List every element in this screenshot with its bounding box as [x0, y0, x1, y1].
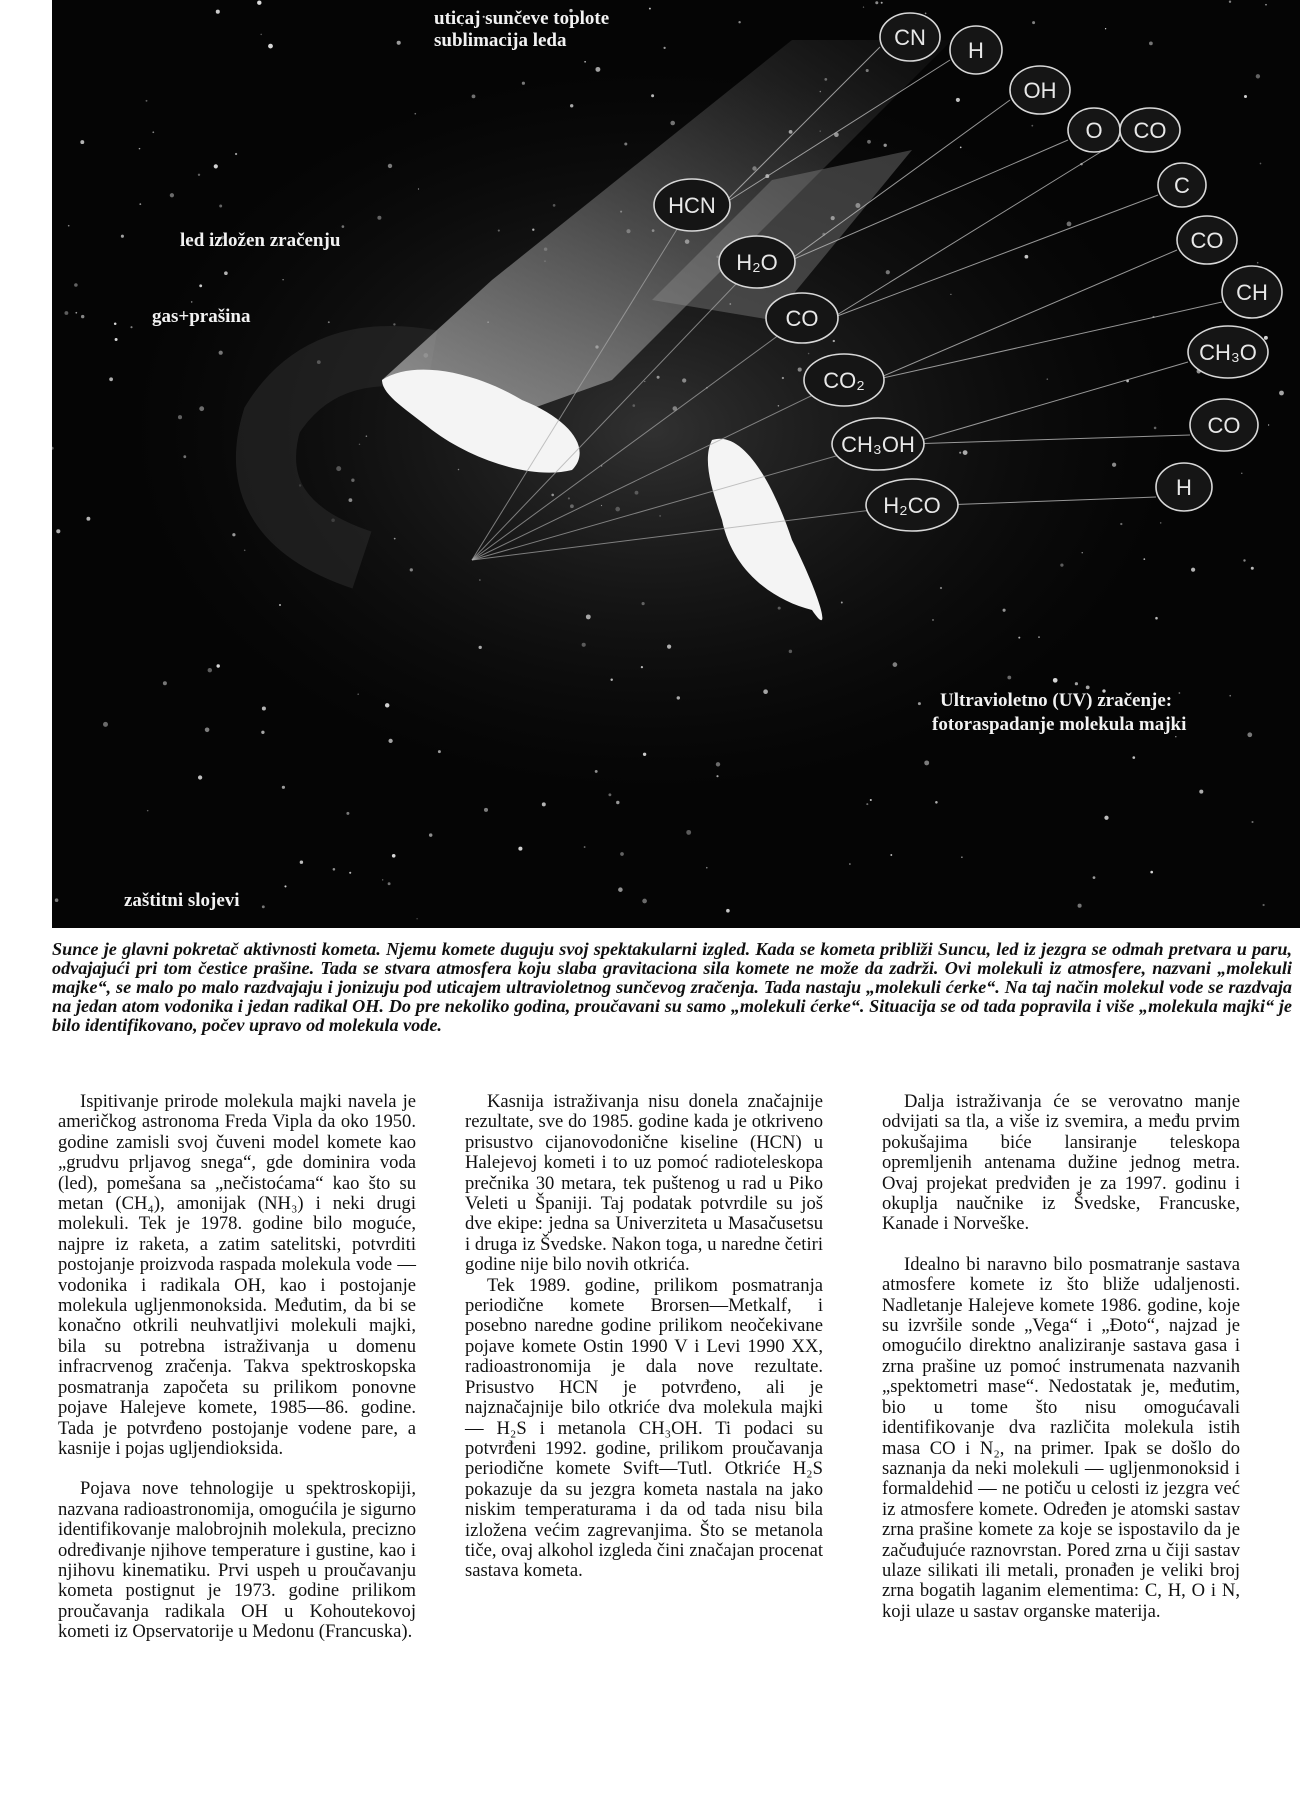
star — [1143, 558, 1145, 560]
star — [397, 41, 401, 45]
star — [216, 10, 220, 14]
mother-molecule-bubble — [654, 179, 730, 231]
star — [616, 801, 619, 804]
star — [649, 8, 651, 10]
paragraph: Pojava nove tehnologije u spektroskopiji, nazvana radioastronomija, omogućila je sigurno identifikovanje malobrojnih molekula, precizno određivanje njihove temperature i gustine, kao i njihovu kinematiku. Prvi uspeh u proučavanju kometa postignut je 1973. godine prilikom proučavanja radikala OH u Kohoutekovoj kometi iz Opservatorije u Medonu (Francuska). — [58, 1478, 416, 1643]
star — [1179, 692, 1181, 694]
star — [219, 205, 222, 208]
star — [1132, 756, 1135, 759]
star — [262, 905, 265, 908]
daughter-molecule-bubble — [880, 13, 940, 61]
star — [1078, 904, 1082, 908]
svg-text:CN: CN — [894, 25, 926, 50]
daughter-molecule-bubble — [1190, 399, 1258, 451]
star — [1265, 4, 1267, 6]
star — [114, 322, 117, 325]
star — [542, 802, 546, 806]
svg-text:HCN: HCN — [668, 193, 716, 218]
svg-text:OH: OH — [1023, 78, 1057, 103]
star — [56, 529, 60, 533]
star — [214, 164, 218, 168]
star — [235, 153, 237, 155]
svg-text:O: O — [1085, 118, 1103, 143]
star — [595, 67, 600, 72]
star — [890, 854, 892, 856]
star — [257, 1, 261, 5]
star — [346, 812, 349, 815]
star — [139, 203, 141, 205]
star — [170, 193, 174, 197]
star — [1053, 678, 1058, 683]
star — [1032, 21, 1035, 24]
star — [1105, 28, 1106, 29]
star — [1160, 522, 1162, 524]
star — [1155, 617, 1158, 620]
star — [935, 801, 938, 804]
comet-illustration — [52, 0, 1300, 928]
star — [1075, 682, 1078, 685]
label-uv-radiation: Ultravioletno (UV) zračenje: — [940, 690, 1173, 711]
star — [875, 1, 878, 4]
star — [392, 854, 396, 858]
star — [1199, 790, 1203, 794]
svg-text:CO: CO — [1207, 413, 1241, 438]
star — [1247, 732, 1252, 737]
daughter-molecule-bubble — [1120, 108, 1180, 152]
star — [52, 447, 54, 450]
star — [268, 44, 273, 49]
star — [1229, 1, 1231, 3]
paragraph: Idealno bi naravno bilo posmatranje sastava atmosfere komete iz što bliže udaljenosti. Nadletanje Halejeve komete 1986. godine, koje su izvršile sonde „Vega“ i „Đoto“, najzad je omogućilo direktno analiziranje sastava gasa i zrna prašine uz pomoć instrumenata nazvanih „spektometri mase“. Nedostatak je, međutim, bio u tome što nisu omogućavali identifikovanje dva različita molekula istih masa CO i N₂, na primer. Ipak se došlo do saznanja da neki molekuli — ugljenmonoksid i formaldehid — ne potiču u celosti iz jezgra već iz atmosfere komete. Određen je atomski sastav zrna prašine komete za koje se ispostavilo da je začuđujuće raznovrstan. Pored zrna u čiji sastav ulaze silikati ili metali, pronađen je veliki broj zrna bogatih laganim elementima: C, H, O i N, koji ulaze u sastav organske materija. — [882, 1253, 1240, 1622]
svg-text:H: H — [968, 38, 984, 63]
star — [1251, 821, 1253, 823]
mother-molecule-bubble — [866, 479, 958, 531]
svg-text:H₂CO: H₂CO — [883, 493, 941, 518]
label-exposed-ice: led izložen zračenju — [180, 230, 341, 251]
star — [1229, 695, 1231, 697]
star — [1104, 816, 1108, 820]
star — [686, 830, 691, 835]
star — [103, 722, 108, 727]
star — [1241, 473, 1242, 474]
svg-text:H₂O: H₂O — [736, 250, 778, 275]
comet-diagram — [52, 0, 1300, 928]
daughter-molecule-bubble — [1010, 66, 1070, 114]
star — [1175, 736, 1176, 737]
star — [86, 517, 90, 521]
daughter-molecule-bubble — [1222, 266, 1282, 318]
star — [80, 140, 84, 144]
daughter-molecule-bubble — [1188, 326, 1268, 378]
star — [642, 899, 647, 904]
star — [139, 148, 141, 150]
star — [1251, 567, 1254, 570]
figure-caption: Sunce je glavni pokretač aktivnosti kometa. Njemu komete duguju svoj spektakularni izgled. Kada se kometa približi Suncu, led iz jezgra se odmah pretvara u paru, odvajajući pri tom čestice prašine. Tada se stvara atmosfera koju slaba gravitaciona sila komete ne može da zadrži. Ovi molekuli iz atmosfere, nazvani „molekuli majke“, se malo po malo razdvajaju i jonizuju pod uticajem ultravioletnog sunčevog zračenja. Tada nastaju „molekuli ćerke“. Na taj način molekul vode se razdvaja na jedan atom vodonika i jedan radikal OH. Do pre nekoliko godina, proučavani su samo „molekuli ćerke“. Situacija se od tada popravila i više „molekula majki“ je bilo identifikovano, počev upravo od molekula vode. — [52, 939, 1292, 1035]
paragraph: Kasnija istraživanja nisu donela značajnije rezultate, sve do 1985. godine kada je otkriveno prisustvo cijanovodonične kiseline (HCN) u Halejevoj kometi i to uz pomoć radioteleskopa prečnika 30 metara, tek puštenog u rad u Piko Veleti u Španiji. Taj podatak potvrdile su još dve ekipe: jedna sa Univerziteta u Masačusetsu i druga iz Švedske. Nakon toga, u naredne četiri godine nije bilo novih otkrića. — [465, 1091, 823, 1276]
star — [388, 882, 391, 885]
star — [618, 887, 623, 892]
label-sublimation: sublimacija leda — [434, 30, 567, 51]
daughter-molecule-bubble — [1156, 463, 1212, 511]
star — [866, 803, 868, 805]
paragraph: Ispitivanje prirode molekula majki navela je američkog astronoma Freda Vipla da oko 1950. godine zamisli svoj čuveni model komete kao „grudvu prljavog snega“, gde dominira voda (led), pomešana sa „nečistoćama“ kao što su metan (CH₄), amonijak (NH₃) i neki drugi molekuli. Tek je 1978. godine bilo moguće, najpre iz raketa, a zatim satelitski, potvrditi postojanje proizvoda raspada molekula vode — vodonika i radikala OH, kao i postojanje molekula ugljenmonoksida. Međutim, da bi se konačno otkrili neuhvatljivi molekuli majki, bila su potrebna istraživanja u domenu infracrvenog zračenja. Takva spektroskopska posmatranja započeta su prilikom ponovne pojave Halejeve komete, 1985—86. godine. Tada je potvrđeno postojanje vodene pare, a kasnije i pojas ugljendioksida. — [58, 1091, 416, 1459]
text-column-1 — [58, 1092, 416, 1643]
star — [1191, 568, 1195, 572]
svg-text:CO: CO — [1190, 228, 1224, 253]
star — [1257, 262, 1259, 264]
star — [1279, 391, 1284, 396]
daughter-molecule-bubble — [1068, 108, 1120, 152]
star — [956, 98, 960, 102]
star — [300, 860, 303, 863]
star — [416, 918, 417, 919]
star — [1031, 125, 1033, 127]
star — [115, 338, 118, 341]
star — [1093, 876, 1096, 879]
svg-text:CH₃O: CH₃O — [1199, 340, 1257, 365]
star — [429, 833, 432, 836]
daughter-molecule-bubble — [950, 26, 1002, 74]
star — [81, 315, 84, 318]
star — [121, 235, 124, 238]
star — [261, 731, 264, 734]
star — [738, 21, 740, 23]
star — [198, 174, 200, 176]
svg-text:CO₂: CO₂ — [823, 368, 865, 393]
star — [152, 131, 154, 133]
star — [584, 61, 586, 63]
star — [881, 2, 883, 4]
mother-molecule-bubble — [832, 418, 924, 470]
svg-text:CO: CO — [1133, 118, 1167, 143]
label-protective-layers: zaštitni slojevi — [124, 890, 240, 911]
star — [349, 872, 351, 874]
star — [924, 760, 929, 765]
paragraph: Tek 1989. godine, prilikom posmatranja periodične komete Brorsen—Metkalf, i posebno naredne godine prilikom neočekivane pojave komete Ostin 1990 V i Levi 1990 XX, radioastronomija je dala nove rezultate. Prisustvo HCN je potvrđeno, ali je najznačajnije bilo otkriće dva molekula majki — H₂S i metanola CH₃OH. Ti podaci su potvrđeni 1992. godine, prilikom proučavanja periodične komete Svift—Tutl. Otkriće H₂S pokazuje da su jezgra kometa nastala na jako niskim temperaturama i da od tada nisu bila izložena većim zagrevanjima. Što se metanola tiče, ovaj alkohol izgleda čini značajan procenat sastava kometa. — [465, 1274, 823, 1582]
label-gas-dust: gas+prašina — [152, 306, 251, 327]
star — [205, 728, 210, 733]
star — [64, 311, 68, 315]
mother-molecule-bubble — [804, 354, 884, 406]
star — [1260, 163, 1262, 165]
star — [382, 879, 383, 880]
svg-text:H: H — [1176, 475, 1192, 500]
star — [1268, 424, 1269, 425]
star — [130, 326, 132, 328]
star — [216, 664, 219, 667]
star — [863, 6, 864, 7]
star — [333, 868, 336, 871]
star — [726, 909, 730, 913]
star — [282, 786, 285, 789]
svg-text:CH: CH — [1236, 280, 1268, 305]
star — [198, 775, 202, 779]
star — [584, 846, 586, 848]
star — [1150, 871, 1153, 874]
star — [484, 808, 488, 812]
daughter-molecule-bubble — [1158, 163, 1206, 207]
star — [1256, 74, 1260, 78]
star — [961, 857, 962, 858]
star — [1264, 336, 1268, 340]
star — [1086, 686, 1090, 690]
star — [706, 867, 708, 869]
mother-molecule-bubble — [719, 236, 795, 288]
text-column-2 — [465, 1092, 823, 1582]
star — [663, 47, 665, 49]
star — [870, 799, 872, 801]
star — [518, 847, 522, 851]
star — [55, 898, 59, 902]
star — [925, 13, 927, 15]
star — [68, 225, 70, 227]
star — [109, 377, 113, 381]
star — [1244, 95, 1247, 98]
star — [163, 681, 167, 685]
star — [147, 810, 149, 812]
star — [260, 34, 262, 36]
daughter-molecule-bubble — [1177, 216, 1237, 264]
star — [849, 863, 851, 865]
star — [146, 100, 148, 102]
label-photodissociation: fotoraspadanje molekula majki — [932, 714, 1187, 735]
label-sun-heat: uticaj sunčeve toplote — [434, 8, 610, 29]
star — [284, 885, 286, 887]
mother-molecule-bubble — [766, 293, 838, 343]
star — [75, 312, 77, 314]
svg-text:CO: CO — [785, 306, 819, 331]
svg-text:C: C — [1174, 173, 1190, 198]
star — [208, 668, 212, 672]
star — [74, 283, 78, 287]
star — [1263, 904, 1265, 906]
star — [608, 793, 611, 796]
star — [1149, 42, 1153, 46]
star — [262, 706, 266, 710]
star — [620, 852, 624, 856]
svg-text:CH₃OH: CH₃OH — [841, 432, 915, 457]
paragraph: Dalja istraživanja će se verovatno manje odvijati sa tla, a više iz svemira, a među prvim pokušajima biće lansiranje teleskopa opremljenih antenama dužine jednog metra. Ovaj projekat predviđen je za 1997. godinu i okuplja naučnike iz Švedske, Francuske, Kanade i Norveške. — [882, 1091, 1240, 1235]
text-column-3 — [882, 1092, 1240, 1622]
star — [1243, 559, 1245, 561]
